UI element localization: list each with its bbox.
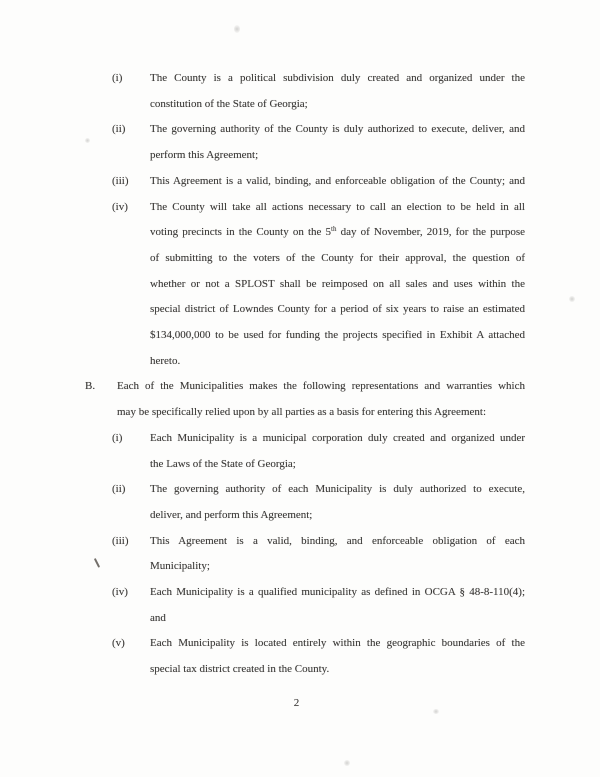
item-marker: (iii) [112, 174, 129, 187]
scan-speck [234, 25, 240, 33]
item-marker: (i) [112, 431, 123, 444]
text-line: The County is a political subdivision duly created and organized under the [150, 72, 525, 84]
list-item-muni-iii [112, 529, 525, 580]
list-item-county-i [112, 66, 525, 117]
item-marker: (ii) [112, 483, 126, 496]
text-segment: day of November, 2019, for the purpose [336, 226, 525, 239]
list-item-county-iii [112, 169, 525, 195]
document-body [0, 66, 600, 683]
text-line: The governing authority of each Municipality is duly authorized to execute, [150, 483, 525, 496]
item-marker: (ii) [112, 123, 126, 136]
text-line: Each of the Municipalities makes the following representations and warranties which [117, 380, 525, 393]
section-marker: B. [85, 380, 96, 393]
text-line: $134,000,000 to be used for funding the projects specified in Exhibit A attached [150, 329, 525, 342]
list-item-county-iv [112, 195, 525, 375]
text-line: The governing authority of the County is duly authorized to execute, deliver, and [150, 123, 525, 136]
scan-speck [344, 760, 350, 766]
text-line: This Agreement is a valid, binding, and enforceable obligation of each [150, 534, 525, 547]
text-line: Each Municipality is a municipal corporation duly created and organized under [150, 431, 525, 444]
text-line: may be specifically relied upon by all parties as a basis for entering this Agreement: [117, 406, 486, 419]
list-item-muni-iv [112, 580, 525, 631]
text-line: special tax district created in the County. [150, 663, 330, 676]
list-item-county-ii [112, 117, 525, 168]
section-b-paragraph [85, 374, 525, 425]
text-line: deliver, and perform this Agreement; [150, 508, 313, 521]
item-marker: (i) [112, 72, 123, 84]
text-line: Municipality; [150, 560, 210, 573]
superscript-ordinal: th [331, 225, 337, 234]
item-marker: (iii) [112, 534, 129, 547]
text-line: hereto. [150, 354, 181, 367]
item-marker: (iv) [112, 200, 128, 213]
text-line: Each Municipality is a qualified municipality as defined in OCGA § 48-8-110(4); [150, 586, 525, 599]
list-item-muni-ii [112, 477, 525, 528]
text-line: constitution of the State of Georgia; [150, 97, 308, 110]
item-marker: (v) [112, 637, 125, 650]
text-line: of submitting to the voters of the County for their approval, the question of [150, 251, 525, 264]
text-line: perform this Agreement; [150, 149, 259, 162]
text-line: the Laws of the State of Georgia; [150, 457, 296, 470]
text-line: Each Municipality is located entirely within the geographic boundaries of the [150, 637, 525, 650]
text-segment: voting precincts in the County on the 5 [150, 226, 332, 239]
item-marker: (iv) [112, 586, 128, 599]
scan-speck [433, 709, 439, 714]
text-line: and [150, 611, 166, 624]
list-item-muni-i [112, 426, 525, 477]
text-line [150, 220, 525, 246]
text-line: The County will take all actions necessary to call an election to be held in all [150, 200, 525, 213]
list-item-muni-v [112, 631, 525, 682]
page-number: 2 [293, 697, 300, 709]
text-line: This Agreement is a valid, binding, and enforceable obligation of the County; and [150, 174, 525, 187]
text-line: special district of Lowndes County for a period of six years to raise an estimated [150, 303, 525, 316]
text-line: whether or not a SPLOST shall be reimposed on all sales and uses within the [150, 277, 525, 290]
